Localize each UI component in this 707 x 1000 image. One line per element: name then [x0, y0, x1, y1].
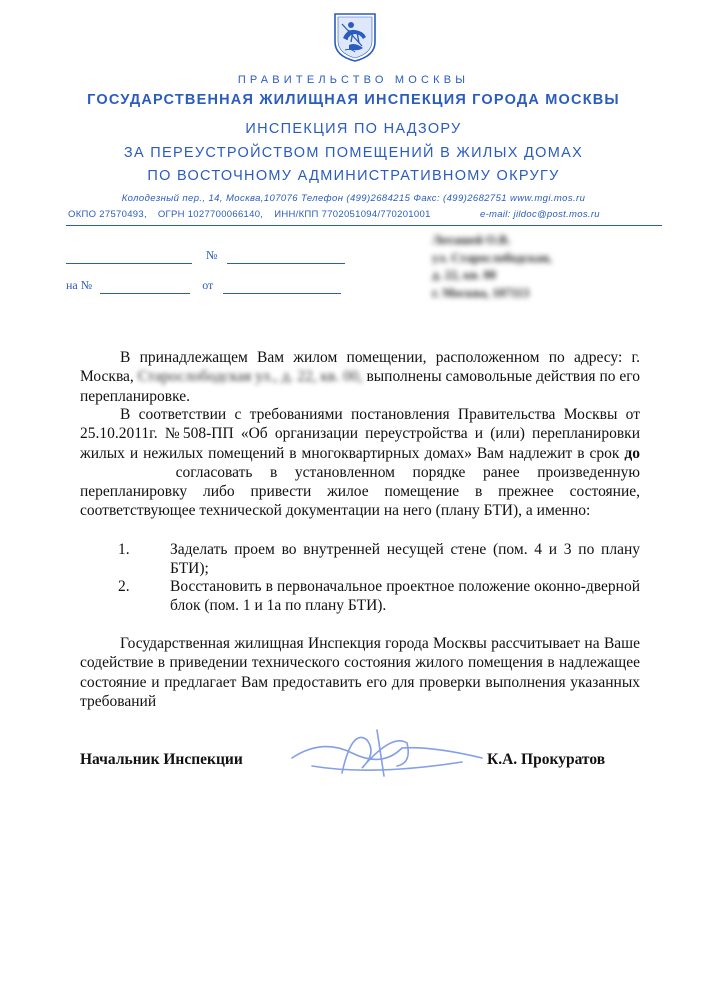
registration-ids-line: [68, 209, 668, 220]
recipient-line: г. Москва, 107113: [432, 285, 530, 300]
number-blank: [227, 250, 345, 264]
number-label: №: [206, 248, 218, 262]
inspection-title-line: ПО ВОСТОЧНОМУ АДМИНИСТРАТИВНОМУ ОКРУГУ: [147, 168, 560, 184]
inn-kpp-code: ИНН/КПП 7702051094/770201001: [274, 209, 431, 220]
list-text: Заделать проем во внутренней несущей стене (пом. 4 и 3 по плану БТИ);: [170, 541, 640, 578]
blurred-address: Старослободская ул., д. 22, кв. 00,: [137, 368, 363, 386]
body-text: В соответствии с требованиями постановления Правительства Москвы от 25.10.2011г. №508-ПП «Об организации переустройства и (или) перепланировки жилых и нежилых помещений в многоквартирных домах» Вам надлежит в срок: [80, 406, 640, 462]
from-label: от: [202, 278, 214, 292]
recipient-address-block: [432, 232, 602, 302]
deadline-label: до: [624, 444, 640, 462]
ogrn-code: ОГРН 1027700066140,: [157, 209, 264, 220]
body-paragraph: Государственная жилищная Инспекция города Москвы рассчитывает на Ваше содействие в приведении технического состояния жилого помещения в надлежащее состояние и предлагает Вам предоставить его для проверки выполнения указанных требований: [80, 635, 640, 710]
okpo-code: ОКПО 27570493,: [68, 209, 147, 220]
list-number: 1.: [118, 541, 130, 558]
body-text: выполнены самовольные действия по его перепланировке.: [80, 368, 641, 405]
body-text: В принадлежащем Вам жилом помещении, расположенном по адресу: г. Москва,: [80, 349, 640, 386]
reply-date-blank: [223, 280, 341, 294]
signatory-name: К.А. Прокуратов: [487, 751, 606, 768]
inspection-title-line: ЗА ПЕРЕУСТРОЙСТВОМ ПОМЕЩЕНИЙ В ЖИЛЫХ ДОМАХ: [123, 145, 584, 161]
outgoing-number-row: [66, 246, 345, 264]
government-title: ПРАВИТЕЛЬСТВО МОСКВЫ: [237, 74, 470, 86]
recipient-line: д. 22, кв. 00: [432, 268, 497, 282]
recipient-line: Лоташей О.В.: [432, 233, 511, 247]
letterhead-divider: [66, 225, 662, 226]
contacts-line: Колодезный пер., 14, Москва,107076 Телефон (499)2684215 Факс: (499)2682751 www.mgi.mos.ru: [121, 193, 586, 204]
handwritten-signature: [282, 718, 492, 788]
in-reply-row: [66, 276, 341, 294]
email-address: e-mail: jildoc@post.mos.ru: [480, 209, 600, 220]
body-paragraph: [80, 348, 640, 406]
in-reply-label: на №: [66, 278, 93, 292]
recipient-line: ул. Старослободская,: [432, 250, 552, 265]
signatory-title: Начальник Инспекции: [80, 751, 243, 768]
organization-title: ГОСУДАРСТВЕННАЯ ЖИЛИЩНАЯ ИНСПЕКЦИЯ ГОРОДА МОСКВЫ: [87, 92, 620, 108]
list-number: 2.: [118, 578, 130, 595]
date-blank: [66, 250, 192, 264]
moscow-coat-of-arms-icon: [333, 12, 377, 62]
inspection-title-line: ИНСПЕКЦИЯ ПО НАДЗОРУ: [245, 121, 462, 137]
reply-number-blank: [100, 280, 190, 294]
body-paragraph: [80, 405, 640, 521]
list-text: Восстановить в первоначальное проектное положение оконно-дверной блок (пом. 1 и 1а по плану БТИ).: [170, 578, 640, 615]
body-text: согласовать в установленном порядке ранее произведенную перепланировку либо привести жилое помещение в прежнее состояние, соответствующее технической документации на него (плану БТИ), а именно:: [80, 463, 640, 520]
